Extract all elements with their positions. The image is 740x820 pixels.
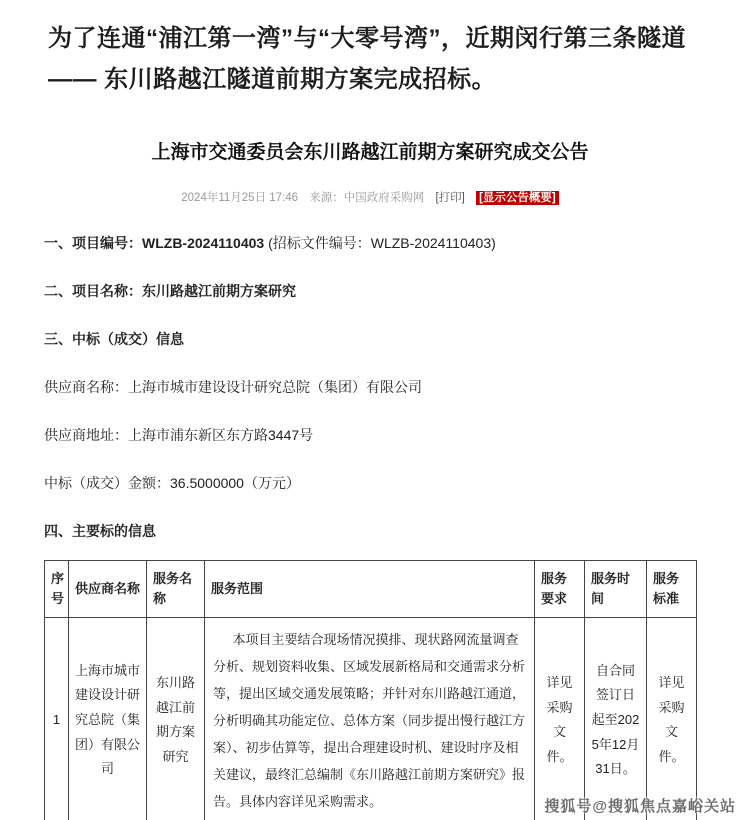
intro-paragraph: 为了连通“浦江第一湾”与“大零号湾”，近期闵行第三条隧道 —— 东川路越江隧道前期方案完成招标。 bbox=[48, 25, 686, 94]
source-label: 来源：中国政府采购网 bbox=[309, 191, 425, 204]
cell-standard: 详见采购文件。 bbox=[647, 617, 697, 820]
announcement-title: 上海市交通委员会东川路越江前期方案研究成交公告 bbox=[151, 141, 589, 163]
supplier-address-line: 供应商地址：上海市浦东新区东方路3447号 bbox=[44, 426, 314, 443]
award-info-heading: 三、中标（成交）信息 bbox=[44, 330, 184, 347]
subject-info-table bbox=[44, 560, 697, 820]
col-header-time: 服务时间 bbox=[585, 560, 647, 617]
table-header-row bbox=[45, 560, 697, 617]
project-number-label: 一、项目编号： bbox=[44, 234, 142, 251]
supplier-name-line: 供应商名称：上海市城市建设设计研究总院（集团）有限公司 bbox=[44, 378, 422, 395]
project-name-line bbox=[44, 281, 696, 302]
show-summary-link[interactable]: [显示公告概要] bbox=[476, 191, 559, 205]
col-header-service-name: 服务名称 bbox=[147, 560, 205, 617]
cell-requirement: 详见采购文件。 bbox=[535, 617, 585, 820]
main-subject-heading: 四、主要标的信息 bbox=[44, 522, 156, 539]
award-amount-line: 中标（成交）金额：36.5000000（万元） bbox=[44, 474, 300, 491]
cell-no: 1 bbox=[45, 617, 69, 820]
sohu-watermark: 搜狐号@搜狐焦点嘉峪关站 bbox=[544, 798, 736, 815]
cell-time: 自合同签订日起至2025年12月31日。 bbox=[585, 617, 647, 820]
project-name-value: 东川路越江前期方案研究 bbox=[142, 282, 296, 299]
publish-datetime: 2024年11月25日 17:46 bbox=[181, 191, 299, 204]
col-header-requirement: 服务要求 bbox=[535, 560, 585, 617]
table-row bbox=[45, 617, 697, 820]
project-number-value: WLZB-2024110403 bbox=[142, 234, 265, 251]
cell-supplier: 上海市城市建设设计研究总院（集团）有限公司 bbox=[69, 617, 147, 820]
col-header-supplier: 供应商名称 bbox=[69, 560, 147, 617]
project-name-label: 二、项目名称： bbox=[44, 282, 142, 299]
meta-line bbox=[44, 190, 696, 206]
col-header-no: 序号 bbox=[45, 560, 69, 617]
col-header-scope: 服务范围 bbox=[205, 560, 535, 617]
cell-service-name: 东川路越江前期方案研究 bbox=[147, 617, 205, 820]
project-number-extra: (招标文件编号：WLZB-2024110403) bbox=[264, 234, 496, 251]
project-number-line bbox=[44, 233, 696, 254]
cell-scope: 本项目主要结合现场情况摸排、现状路网流量调查分析、规划资料收集、区域发展新格局和交通需求分析等，提出区域交通发展策略；并针对东川路越江通道，分析明确其功能定位、总体方案（同步提出慢行越江方案）、初步估算等，提出合理建设时机、建设时序及相关建议，最终汇总编制《东川路越江前期方案研究》报告。具体内容详见采购需求。 bbox=[205, 617, 535, 820]
print-link[interactable]: [打印] bbox=[435, 191, 465, 204]
col-header-standard: 服务标准 bbox=[647, 560, 697, 617]
